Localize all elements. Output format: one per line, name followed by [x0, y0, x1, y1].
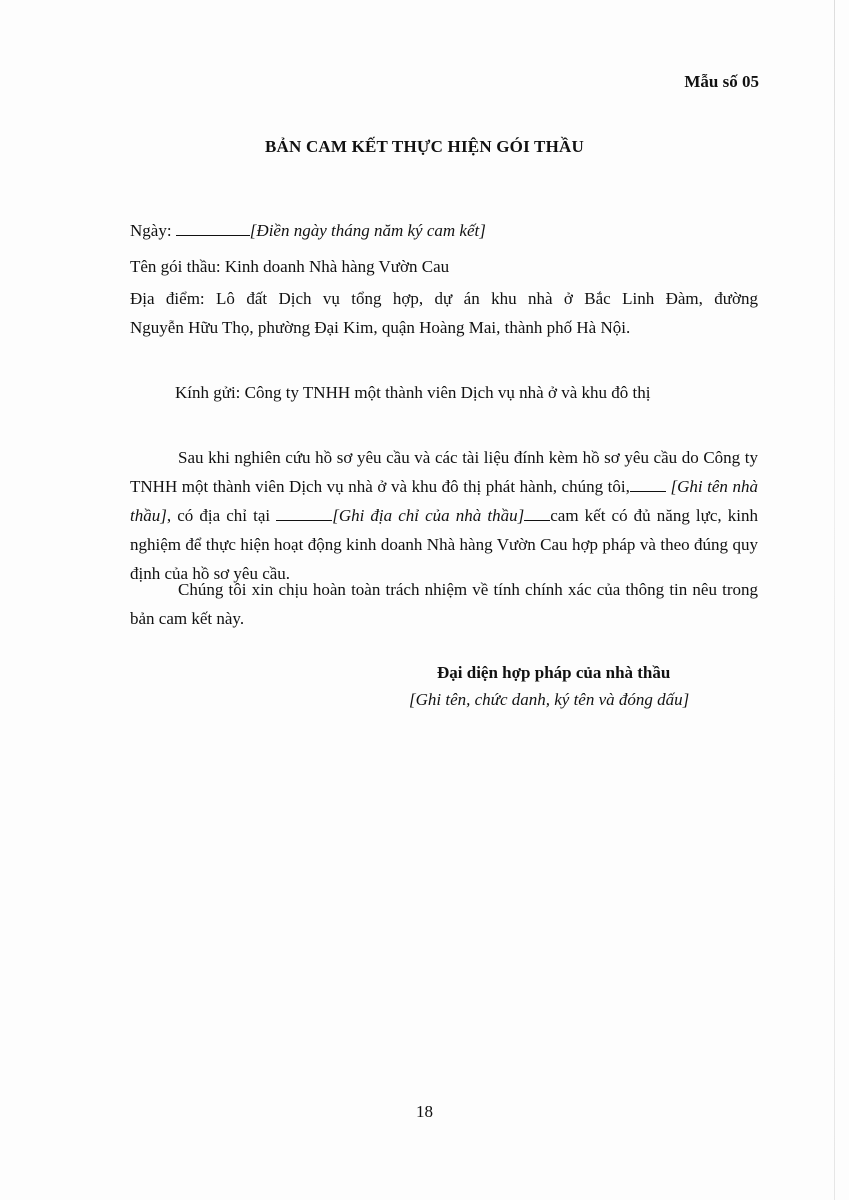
- contractor-name-blank: [630, 476, 666, 492]
- body-commitment: cam kết có đủ năng lực, kinh nghiệm để thực hiện hoạt động kinh doanh Nhà hàng Vườn Cau hợp pháp và theo đúng quy định của hồ sơ yêu cầu.: [130, 506, 758, 583]
- address-label: , có địa chỉ tại: [166, 506, 271, 525]
- location-line1: Lô đất Dịch vụ tổng hợp, dự án khu nhà ở Bắc Linh Đàm, đường: [216, 289, 758, 308]
- scan-edge: [834, 0, 835, 1200]
- address-blank: [276, 505, 332, 521]
- form-number: Mẫu số 05: [684, 72, 759, 91]
- body-paragraph-2: Chúng tôi xin chịu hoàn toàn trách nhiệm về tính chính xác của thông tin nêu trong bản cam kết này.: [130, 580, 758, 628]
- body-paragraph-1: [130, 443, 758, 588]
- recipient-label: Kính gửi:: [175, 383, 241, 402]
- location-block: [130, 284, 758, 342]
- recipient-line: [175, 378, 758, 407]
- document-title: BẢN CAM KẾT THỰC HIỆN GÓI THẦU: [265, 137, 584, 156]
- date-blank: [176, 220, 250, 236]
- location-line-1: [130, 284, 758, 313]
- signature-title: Đại diện hợp pháp của nhà thầu: [437, 663, 671, 682]
- address-trailing-blank: [524, 505, 550, 521]
- signature-instruction: [Ghi tên, chức danh, ký tên và đóng dấu]: [409, 690, 690, 709]
- date-label: Ngày:: [130, 221, 172, 240]
- location-line2: Nguyễn Hữu Thọ, phường Đại Kim, quận Hoàng Mai, thành phố Hà Nội.: [130, 318, 631, 337]
- date-line: [130, 216, 758, 245]
- date-placeholder: [Điền ngày tháng năm ký cam kết]: [249, 221, 486, 240]
- package-line: [130, 252, 758, 281]
- page-number: 18: [416, 1102, 433, 1121]
- package-value: Kinh doanh Nhà hàng Vườn Cau: [224, 257, 450, 276]
- recipient-value: Công ty TNHH một thành viên Dịch vụ nhà ở và khu đô thị: [244, 383, 651, 402]
- location-label: Địa điểm:: [130, 289, 205, 308]
- contractor-name-placeholder: [Ghi tên nhà thầu]: [130, 477, 759, 525]
- body-intro: Sau khi nghiên cứu hồ sơ yêu cầu và các tài liệu đính kèm hồ sơ yêu cầu do Công ty TNHH một thành viên Dịch vụ nhà ở và khu đô thị phát hành, chúng tôi,: [130, 448, 758, 496]
- address-placeholder: [Ghi địa chỉ của nhà thầu]: [332, 506, 525, 525]
- package-label: Tên gói thầu:: [130, 257, 221, 276]
